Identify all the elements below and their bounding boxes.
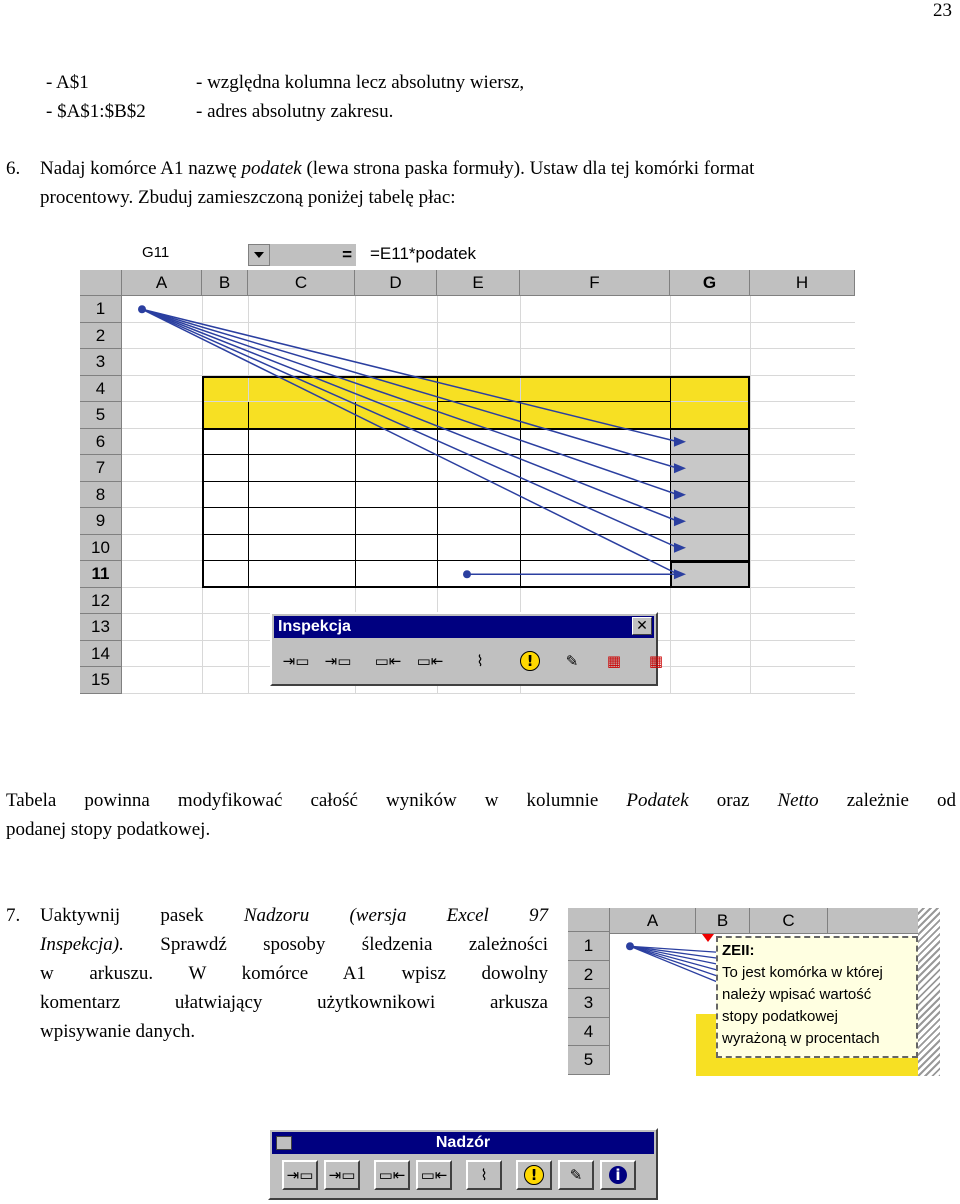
step7-line-2 xyxy=(40,934,548,956)
trace-dependents-icon: ▭⇤ xyxy=(378,1166,406,1184)
text-run: Tabela powinna modyfikować całość wyników w kolumnie xyxy=(6,790,627,811)
new-comment-button[interactable] xyxy=(554,646,590,676)
hatched-border xyxy=(918,908,940,1076)
clear-validation-circles-button[interactable] xyxy=(638,646,674,676)
toolbar-title: Inspekcja xyxy=(274,616,654,638)
name-box[interactable]: G11 xyxy=(142,244,170,261)
text-run-italic: Inspekcja). xyxy=(40,934,124,955)
intro-line-1 xyxy=(46,72,525,94)
page-number: 23 xyxy=(933,0,952,21)
trace-dependents-button[interactable] xyxy=(370,646,406,676)
row-border xyxy=(202,507,750,508)
column-header-g[interactable]: G xyxy=(670,270,750,296)
step7-line-1 xyxy=(40,905,548,927)
show-info-button[interactable] xyxy=(600,1160,636,1190)
remove-all-arrows-button[interactable] xyxy=(466,1160,502,1190)
step7-line-5: wpisywanie danych. xyxy=(40,1021,196,1042)
row-header-4[interactable]: 4 xyxy=(568,1018,610,1047)
control-menu-icon[interactable] xyxy=(276,1136,292,1150)
text-run: Nadaj komórce A1 nazwę xyxy=(40,158,242,179)
column-header-c[interactable]: C xyxy=(750,908,828,934)
row-header-1[interactable]: 1 xyxy=(568,932,610,961)
remove-all-arrows-icon: ⌇ xyxy=(476,652,484,670)
show-info-icon: i xyxy=(609,1166,627,1184)
text-run-italic: podatek xyxy=(241,158,302,179)
column-header-d[interactable]: D xyxy=(355,270,437,296)
remove-precedent-arrows-icon: ⇥▭ xyxy=(328,1166,356,1184)
placa-underline xyxy=(437,401,670,402)
step7-line-4: komentarz ułatwiający użytkownikowi arkusza xyxy=(40,992,548,1013)
step7-line-3: w arkuszu. W komórce A1 wpisz dowolny xyxy=(40,963,548,984)
step6-line-1 xyxy=(40,158,754,180)
remove-dependent-arrows-icon: ▭⇤ xyxy=(420,1166,448,1184)
row-header-7[interactable]: 7 xyxy=(80,455,122,482)
row-header-9[interactable]: 9 xyxy=(80,508,122,535)
trace-error-icon: ! xyxy=(524,1165,544,1185)
trace-precedents-button[interactable] xyxy=(282,1160,318,1190)
step7-number: 7. xyxy=(6,905,21,926)
trace-error-button[interactable] xyxy=(512,646,548,676)
intro-code: - A$1 xyxy=(46,72,89,93)
row-border xyxy=(202,454,750,455)
paragraph-line-1 xyxy=(6,790,956,812)
column-header-f[interactable]: F xyxy=(520,270,670,296)
row-gridline xyxy=(122,322,855,323)
trace-error-icon: ! xyxy=(520,651,540,671)
row-header-5[interactable]: 5 xyxy=(80,402,122,429)
comment-indicator-icon xyxy=(702,934,714,942)
table-border-right xyxy=(748,376,750,588)
table-border-top xyxy=(202,376,750,378)
text-run-italic: Podatek xyxy=(626,790,689,811)
text-run: zależnie od xyxy=(818,790,956,811)
comment-line: należy wpisać wartość xyxy=(722,986,872,1003)
inspekcja-toolbar xyxy=(270,612,664,686)
row-header-5[interactable]: 5 xyxy=(568,1046,610,1075)
comment-line: wyrażoną w procentach xyxy=(722,1030,880,1047)
row-header-2[interactable]: 2 xyxy=(80,323,122,350)
row-header-12[interactable]: 12 xyxy=(80,588,122,615)
column-border xyxy=(248,402,249,588)
comment-box[interactable] xyxy=(716,936,918,1058)
name-box-dropdown-icon[interactable] xyxy=(248,244,270,266)
row-border xyxy=(202,560,750,561)
new-comment-icon: ✎ xyxy=(565,652,579,670)
new-comment-button[interactable] xyxy=(558,1160,594,1190)
row-header-2[interactable]: 2 xyxy=(568,961,610,990)
tracer-arrow-line xyxy=(142,309,678,574)
circle-invalid-data-button[interactable] xyxy=(596,646,632,676)
trace-error-button[interactable] xyxy=(516,1160,552,1190)
intro-desc: - adres absolutny zakresu. xyxy=(196,101,394,122)
step6-line-2: procentowy. Zbuduj zamieszczoną poniżej tabelę płac: xyxy=(40,187,456,208)
column-header-e[interactable]: E xyxy=(437,270,520,296)
column-border xyxy=(670,376,671,588)
row-header-6[interactable]: 6 xyxy=(80,429,122,456)
row-header-14[interactable]: 14 xyxy=(80,641,122,668)
row-header-8[interactable]: 8 xyxy=(80,482,122,509)
remove-all-arrows-button[interactable] xyxy=(462,646,498,676)
table-border-bottom xyxy=(202,586,750,588)
column-header-b[interactable]: B xyxy=(696,908,750,934)
trace-precedents-icon: ⇥▭ xyxy=(282,652,310,670)
row-header-11[interactable]: 11 xyxy=(80,561,122,588)
column-header-h[interactable]: H xyxy=(750,270,855,296)
remove-dependent-arrows-button[interactable] xyxy=(412,646,448,676)
column-border xyxy=(355,402,356,588)
row-header-10[interactable]: 10 xyxy=(80,535,122,562)
row-gridline xyxy=(122,348,855,349)
remove-precedent-arrows-button[interactable] xyxy=(320,646,356,676)
remove-all-arrows-icon: ⌇ xyxy=(480,1166,488,1184)
clear-validation-circles-icon: ▦ xyxy=(648,652,664,670)
toolbar-title: Nadzór xyxy=(272,1132,654,1154)
mini-spreadsheet-screenshot xyxy=(568,908,940,1076)
new-comment-icon: ✎ xyxy=(569,1166,583,1184)
nadzor-toolbar xyxy=(268,1128,658,1200)
tracer-origin-dot xyxy=(138,305,146,313)
text-run: oraz xyxy=(688,790,778,811)
comment-line: stopy podatkowej xyxy=(722,1008,838,1025)
select-all-corner[interactable] xyxy=(80,270,122,296)
paragraph-line-2: podanej stopy podatkowej. xyxy=(6,819,211,840)
selected-cell-g11[interactable] xyxy=(670,561,750,588)
row-gridline xyxy=(122,693,855,694)
text-run-italic: Netto xyxy=(777,790,819,811)
tracer-origin-dot xyxy=(463,570,471,578)
trace-dependents-icon: ▭⇤ xyxy=(374,652,402,670)
column-header-c[interactable]: C xyxy=(248,270,355,296)
text-run: Sprawdź sposoby śledzenia zależności xyxy=(123,934,548,955)
trace-precedents-icon: ⇥▭ xyxy=(286,1166,314,1184)
header-divider xyxy=(202,428,750,430)
trace-dependents-button[interactable] xyxy=(374,1160,410,1190)
close-icon[interactable]: ✕ xyxy=(632,617,652,635)
column-gridline xyxy=(750,296,751,694)
formula-text[interactable]: =E11*podatek xyxy=(370,244,477,263)
circle-invalid-data-icon: ▦ xyxy=(606,652,622,670)
column-border xyxy=(520,402,521,588)
tracer-origin-dot xyxy=(626,942,634,950)
text-run: (lewa strona paska formuły). Ustaw dla tej komórki format xyxy=(301,158,755,179)
row-header-13[interactable]: 13 xyxy=(80,614,122,641)
remove-dependent-arrows-button[interactable] xyxy=(416,1160,452,1190)
table-header-fill xyxy=(202,376,750,429)
remove-precedent-arrows-icon: ⇥▭ xyxy=(324,652,352,670)
text-run: Uaktywnij pasek xyxy=(40,905,244,926)
column-header-b[interactable]: B xyxy=(202,270,248,296)
row-header-3[interactable]: 3 xyxy=(568,989,610,1018)
formula-bar xyxy=(80,240,855,270)
step6-number: 6. xyxy=(6,158,21,179)
row-header-3[interactable]: 3 xyxy=(80,349,122,376)
comment-author: ZEII: xyxy=(722,942,755,959)
remove-precedent-arrows-button[interactable] xyxy=(324,1160,360,1190)
row-header-1[interactable]: 1 xyxy=(80,296,122,323)
table-border-left xyxy=(202,376,204,588)
row-border xyxy=(202,481,750,482)
intro-code: - $A$1:$B$2 xyxy=(46,101,146,122)
text-run-italic: Nadzoru (wersja Excel 97 xyxy=(243,905,548,926)
column-header-a[interactable]: A xyxy=(610,908,696,934)
intro-line-2 xyxy=(46,101,394,123)
row-header-15[interactable]: 15 xyxy=(80,667,122,694)
row-header-4[interactable]: 4 xyxy=(80,376,122,403)
intro-desc: - względna kolumna lecz absolutny wiersz, xyxy=(196,72,525,93)
equals-button[interactable]: = xyxy=(270,244,356,266)
trace-precedents-button[interactable] xyxy=(278,646,314,676)
column-border xyxy=(437,376,438,588)
column-header-a[interactable]: A xyxy=(122,270,202,296)
remove-dependent-arrows-icon: ▭⇤ xyxy=(416,652,444,670)
row-border xyxy=(202,534,750,535)
comment-line: To jest komórka w której xyxy=(722,964,883,981)
